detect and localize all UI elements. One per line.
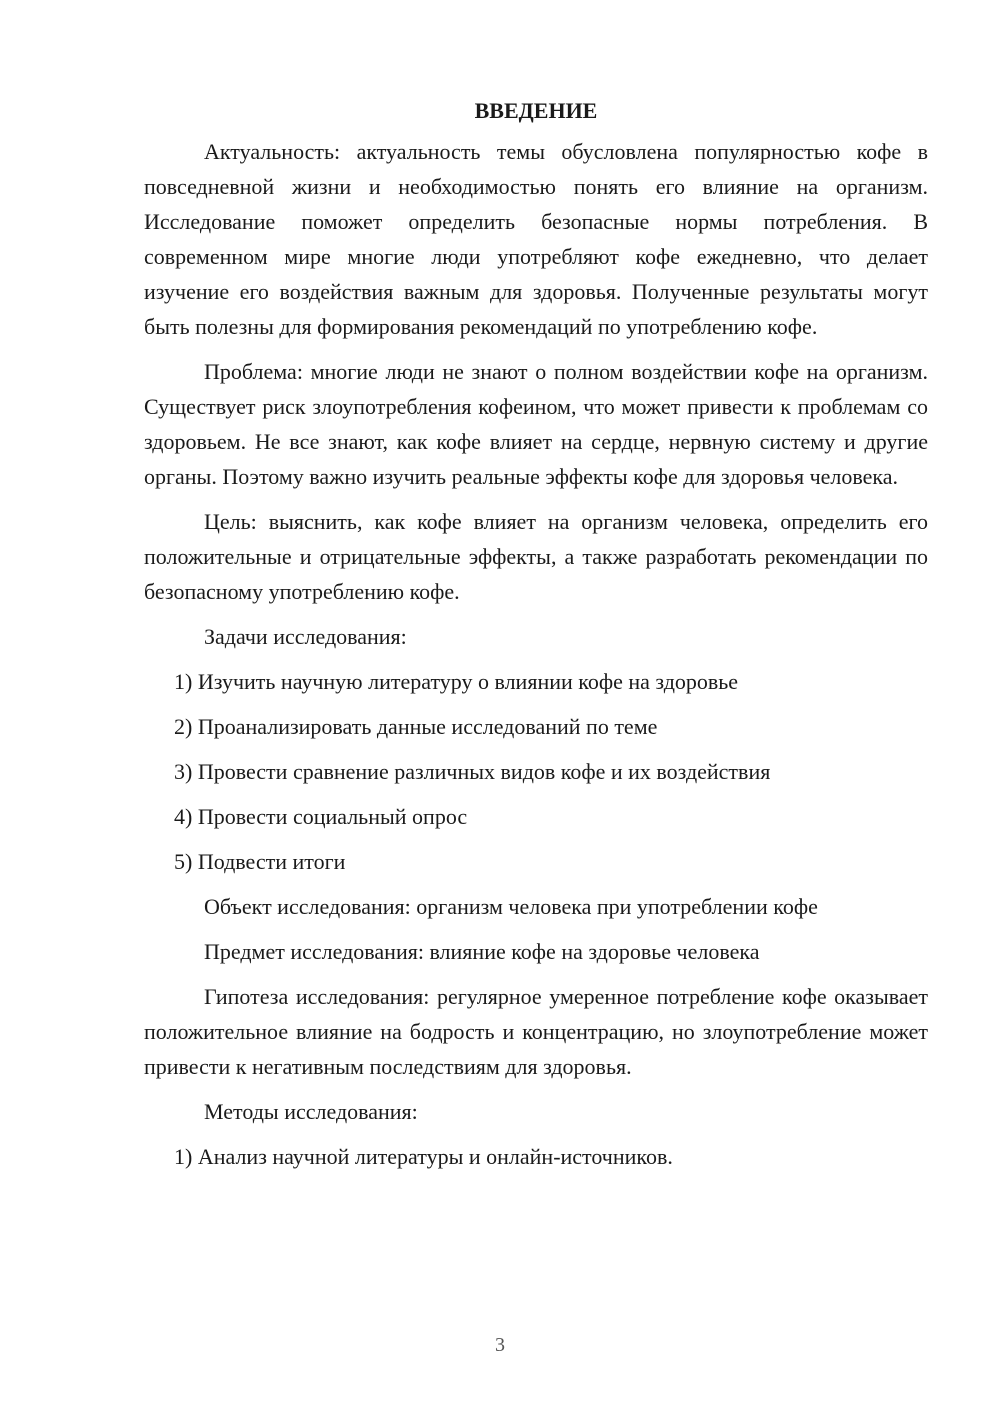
relevance-paragraph: Актуальность: актуальность темы обусловлена популярностью кофе в повседневной жизни и необходимостью понять его влияние на организм. Исследование поможет определить безопасные нормы потребления. В современном мире многие люди употребляют кофе ежедневно, что делает изучение его воздействия важным для здоровья. Полученные результаты могут быть полезны для формирования рекомендаций по употреблению кофе. <box>144 139 928 339</box>
subject-paragraph: Предмет исследования: влияние кофе на здоровье человека <box>204 939 760 964</box>
section-heading: ВВЕДЕНИЕ <box>474 98 598 123</box>
task-item: 3) Провести сравнение различных видов кофе и их воздействия <box>174 759 771 784</box>
problem-paragraph: Проблема: многие люди не знают о полном воздействии кофе на организм. Существует риск злоупотребления кофеином, что может привести к проблемам со здоровьем. Не все знают, как кофе влияет на сердце, нервную систему и другие органы. Поэтому важно изучить реальные эффекты кофе для здоровья человека. <box>144 359 928 489</box>
object-paragraph: Объект исследования: организм человека при употреблении кофе <box>204 894 818 919</box>
task-item: 5) Подвести итоги <box>174 849 346 874</box>
page-content <box>144 96 928 1184</box>
methods-title: Методы исследования: <box>204 1099 418 1124</box>
hypothesis-paragraph: Гипотеза исследования: регулярное умеренное потребление кофе оказывает положительное влияние на бодрость и концентрацию, но злоупотребление может привести к негативным последствиям для здоровья. <box>144 984 928 1079</box>
method-item: 1) Анализ научной литературы и онлайн-источников. <box>174 1144 673 1169</box>
task-item: 2) Проанализировать данные исследований по теме <box>174 714 658 739</box>
task-item: 1) Изучить научную литературу о влиянии кофе на здоровье <box>174 669 739 694</box>
tasks-title: Задачи исследования: <box>204 624 407 649</box>
page-number: 3 <box>495 1334 505 1356</box>
task-item: 4) Провести социальный опрос <box>174 804 468 829</box>
goal-paragraph: Цель: выяснить, как кофе влияет на организм человека, определить его положительные и отрицательные эффекты, а также разработать рекомендации по безопасному употреблению кофе. <box>144 509 928 604</box>
